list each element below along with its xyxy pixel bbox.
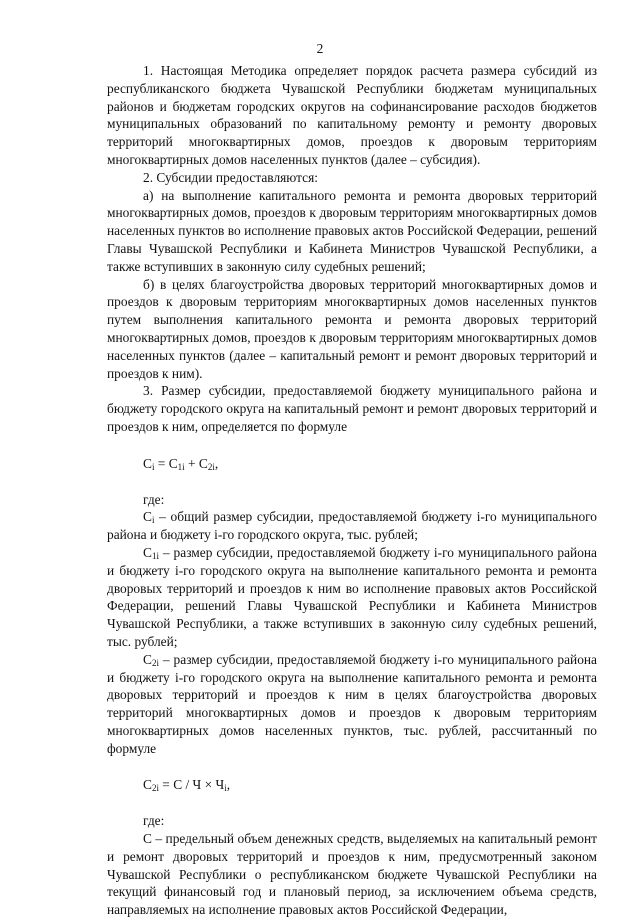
formula-c2i: $C_{2i} = C / Ч \times Ч_i$, bbox=[143, 777, 231, 794]
subscript: 1i bbox=[177, 461, 185, 472]
subscript: 1i bbox=[151, 550, 159, 561]
paragraph-subsidies-provided: 2. Субсидии предоставляются: bbox=[143, 169, 318, 185]
subscript: 2i bbox=[151, 657, 159, 668]
paragraph-item-b: б) в целях благоустройства дворовых территорий многоквартирных домов и проездов к дворовым территориям многоквартирных домов населенных пунктов путем выполнения капитального ремонта и ремонта дворовых территорий многоквартирных домов, проездов к дворовым территориям многоквартирных домов населенных пунктов (далее – капитальный ремонт и ремонт дворовых территорий и проездов к ним). bbox=[107, 276, 597, 381]
formula-total-subsidy: $C_i = C_{1i} + C_{2i}$, bbox=[143, 455, 219, 472]
paragraph-methodology-scope: 1. Настоящая Методика определяет порядок расчета размера субсидий из республиканского бюджета Чувашской Республики бюджетам муниципальных районов и бюджетам городских округов на софинансирование расходов бюджетов муниципальных образований по капитальному ремонту и ремонту дворовых территорий многоквартирных домов, проездов к дворовым территориям многоквартирных домов населенных пунктов (далее – субсидия). bbox=[107, 63, 597, 167]
page-number: 2 bbox=[316, 41, 324, 56]
where-label-2: где: bbox=[143, 813, 165, 829]
paragraph-subsidy-size: 3. Размер субсидии, предоставляемой бюджету муниципального района и бюджету городского округа на капитальный ремонт и ремонт дворовых территорий и проездов к ним, определяется по формуле bbox=[107, 383, 597, 434]
where-label-1: где: bbox=[143, 491, 165, 507]
subscript: i bbox=[224, 783, 227, 794]
definition-ci: $C_i$ – общий размер субсидии, предоставляемой бюджету i-го муниципального района и бюджету i-го городского округа, тыс. рублей; bbox=[107, 509, 597, 543]
definition-c2i: $C_{2i}$ – размер субсидии, предоставляемой бюджету i-го муниципального района и бюджету i-го городского округа на выполнение капитального ремонта и ремонта дворовых территорий и проездов к ним в целях благоустройства дворовых территорий многоквартирных домов и проездов к дворовым территориям многоквартирных домов населенных пунктов, тыс. рублей, рассчитанный по формуле bbox=[107, 651, 597, 756]
document-body bbox=[107, 62, 597, 919]
definition-c: С – предельный объем денежных средств, выделяемых на капитальный ремонт и ремонт дворовых территорий и проездов к ним, предусмотренный законом Чувашской Республики о республиканском бюджете Чувашской Республики на текущий финансовый год и плановый период, за исключением объема средств, направляемых на исполнение правовых актов Российской Федерации, bbox=[107, 831, 597, 918]
subscript: 2i bbox=[207, 461, 215, 472]
subscript: i bbox=[151, 461, 155, 472]
subscript: 2i bbox=[151, 783, 159, 794]
subscript: i bbox=[151, 515, 155, 526]
definition-c1i: $C_{1i}$ – размер субсидии, предоставляемой бюджету i-го муниципального района и бюджету i-го городского округа на выполнение капитального ремонта и ремонта дворовых территорий и проездов к ним во исполнение правовых актов Российской Федерации, решений Главы Чувашской Республики и Кабинета Министров Чувашской Республики, а также вступивших в законную силу судебных решений, тыс. рублей; bbox=[107, 544, 597, 649]
paragraph-item-a: а) на выполнение капитального ремонта и ремонта дворовых территорий многоквартирных домов, проездов к дворовым территориям многоквартирных домов населенных пунктов во исполнение правовых актов Российской Федерации, решений Главы Чувашской Республики и Кабинета Министров Чувашской Республики, а также вступивших в законную силу судебных решений; bbox=[107, 187, 597, 274]
